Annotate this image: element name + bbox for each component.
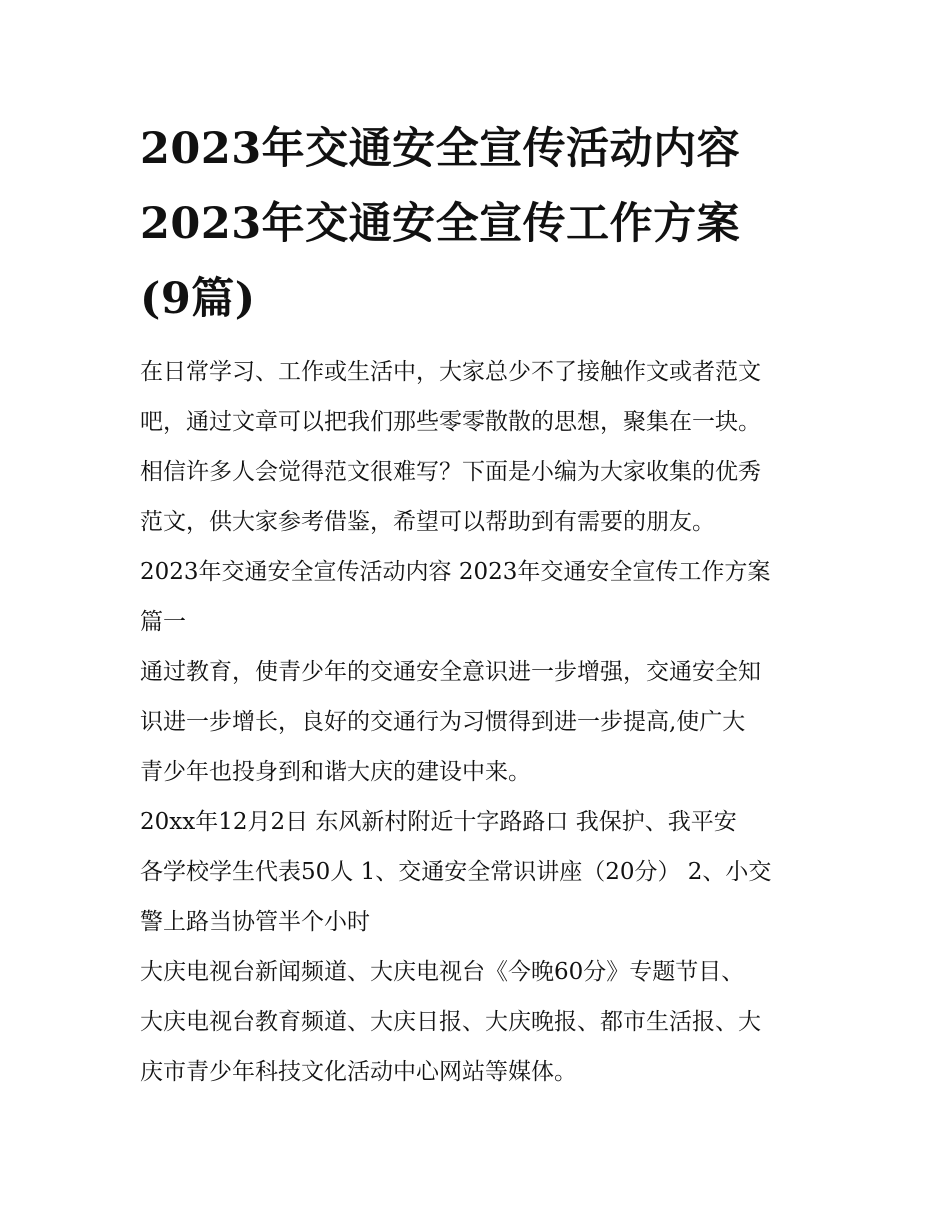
title-line: 2023年交通安全宣传活动内容 bbox=[140, 124, 741, 174]
participants-paragraph bbox=[140, 847, 820, 947]
text-line: 在日常学习、工作或生活中，大家总少不了接触作文或者范文 bbox=[140, 359, 761, 385]
text-line: 20xx年12月2日 东风新村附近十字路路口 我保护、我平安 bbox=[140, 809, 737, 835]
text-line: 警上路当协管半个小时 bbox=[140, 909, 370, 935]
purpose-paragraph bbox=[140, 647, 820, 797]
text-line: 通过教育，使青少年的交通安全意识进一步增强，交通安全知 bbox=[140, 659, 761, 685]
text-line: 相信许多人会觉得范文很难写？下面是小编为大家收集的优秀 bbox=[140, 459, 761, 485]
text-line: 篇一 bbox=[140, 609, 186, 635]
text-line: 青少年也投身到和谐大庆的建设中来。 bbox=[140, 759, 531, 785]
title-line: 2023年交通安全宣传工作方案 bbox=[140, 199, 741, 249]
document-page bbox=[140, 112, 820, 1097]
text-line: 识进一步增长，良好的交通行为习惯得到进一步提高,使广大 bbox=[140, 709, 746, 735]
text-line: 范文，供大家参考借鉴，希望可以帮助到有需要的朋友。 bbox=[140, 509, 715, 535]
section-heading bbox=[140, 547, 820, 647]
text-line: 大庆电视台新闻频道、大庆电视台《今晚60分》专题节目、 bbox=[140, 959, 745, 985]
document-title bbox=[140, 112, 820, 337]
text-line: 大庆电视台教育频道、大庆日报、大庆晚报、都市生活报、大 bbox=[140, 1009, 761, 1035]
intro-paragraph bbox=[140, 347, 820, 547]
text-line: 各学校学生代表50人 1、交通安全常识讲座（20分） 2、小交 bbox=[140, 859, 772, 885]
event-info-paragraph bbox=[140, 797, 820, 847]
text-line: 2023年交通安全宣传活动内容 2023年交通安全宣传工作方案 bbox=[140, 559, 771, 585]
text-line: 庆市青少年科技文化活动中心网站等媒体。 bbox=[140, 1059, 577, 1085]
text-line: 吧，通过文章可以把我们那些零零散散的思想，聚集在一块。 bbox=[140, 409, 761, 435]
title-line: (9篇) bbox=[140, 274, 256, 324]
media-paragraph bbox=[140, 947, 820, 1097]
